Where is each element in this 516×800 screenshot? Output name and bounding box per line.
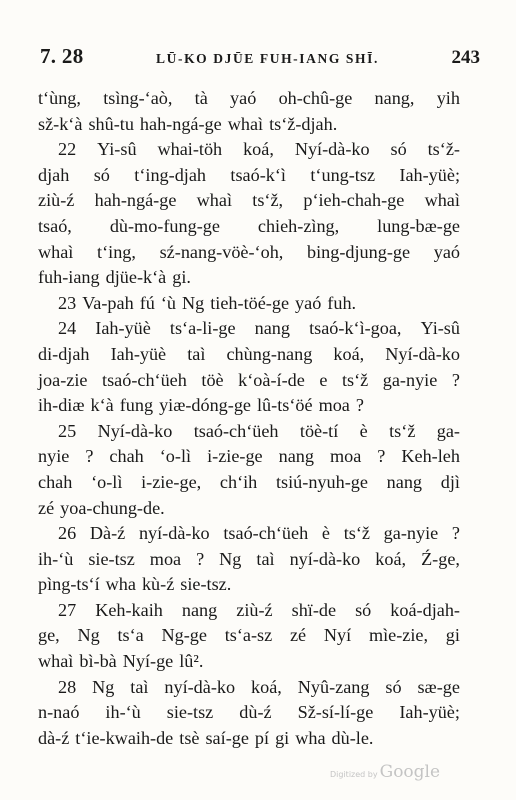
word: ih-‘ù — [105, 702, 141, 723]
text-line — [38, 137, 460, 163]
word: sź-nang-vöè-‘oh, — [159, 241, 284, 262]
word: tsaó-k‘ì — [230, 164, 286, 185]
word: dù-le. — [331, 727, 374, 748]
word: è — [321, 523, 330, 544]
word: nyie — [38, 446, 70, 467]
word: i-zie-ge — [207, 446, 263, 467]
word: dù-mo-fung-ge — [109, 215, 220, 236]
text-line — [38, 726, 460, 752]
word: 24 — [58, 318, 77, 339]
word: 25 — [58, 420, 77, 441]
word: töè — [201, 369, 224, 390]
text-line — [38, 112, 460, 138]
text-line — [38, 547, 460, 573]
word: ga-nyie — [382, 369, 438, 390]
text-line — [38, 393, 460, 419]
word: ih-diæ — [38, 395, 85, 416]
word: ‘ù — [160, 292, 177, 313]
word: taì — [130, 676, 149, 697]
word: sž-k‘à — [38, 113, 83, 134]
text-line — [38, 342, 460, 368]
word: wha — [105, 574, 136, 595]
word: Dà-ź — [89, 523, 126, 544]
chapter-verse: 7. 28 — [40, 44, 84, 68]
word: chah — [38, 471, 73, 492]
word: yoa-chung-de. — [60, 497, 165, 518]
word: fuh. — [327, 292, 357, 313]
word: e — [319, 369, 328, 390]
text-line — [38, 444, 460, 470]
word: djì — [440, 471, 460, 492]
word: oh-chû-ge — [278, 88, 353, 108]
word: yaó — [295, 292, 322, 313]
word: ge, — [38, 625, 60, 646]
text-line — [38, 598, 460, 624]
word: nang — [278, 446, 314, 467]
word: Yi-sû — [97, 139, 137, 160]
word: t‘ing-djah — [134, 164, 207, 185]
word: tieh-töé-ge — [210, 292, 290, 313]
word: dù-ź — [239, 702, 272, 723]
word: shï-de — [291, 599, 337, 620]
word: p‘ieh-chah-ge — [303, 190, 405, 211]
word: Nyí-dà-ko — [97, 420, 173, 441]
word: tsaó-ch‘üeh — [193, 420, 279, 441]
word: sie-tsz — [88, 548, 135, 569]
word: ziù-ź — [236, 599, 273, 620]
word: yiæ-dóng-ge — [159, 395, 251, 416]
word: gi — [445, 625, 460, 646]
word: ts‘ž — [389, 420, 416, 441]
word: koá, — [243, 139, 274, 160]
word: i-zie-ge, — [141, 471, 202, 492]
word: tà — [194, 88, 208, 108]
word: koá, — [333, 343, 365, 364]
word: chieh-zìng, — [257, 215, 340, 236]
word: Ng-ge — [161, 625, 207, 646]
word: bì-bà — [79, 651, 117, 672]
word: fú — [139, 292, 155, 313]
text-line — [38, 419, 460, 445]
page-header — [40, 44, 480, 72]
word: whai-töh — [157, 139, 223, 160]
word: Nyí-dà-ko — [385, 343, 460, 364]
page-number: 243 — [451, 47, 480, 68]
google-logo: Google — [379, 762, 441, 782]
word: ? — [451, 369, 460, 390]
word: nyí-dà-ko — [138, 523, 210, 544]
word: di-djah — [38, 343, 90, 364]
word: gi. — [172, 267, 191, 288]
word: ‘o-lì — [159, 446, 192, 467]
word: Nyí-ge — [122, 651, 174, 672]
word: fung — [119, 395, 154, 416]
word: whaì — [38, 241, 74, 262]
word: sæ-ge — [417, 676, 460, 697]
word: taì — [256, 548, 275, 569]
word: ts‘a-li-ge — [169, 318, 236, 339]
word: Iah-yüè; — [399, 702, 460, 723]
word: chah — [109, 446, 144, 467]
text-line — [38, 649, 460, 675]
word: n-naó — [38, 702, 80, 723]
word: tsaó-ch‘üeh — [102, 369, 187, 390]
word: moa — [318, 395, 350, 416]
text-line — [38, 240, 460, 266]
word: nang — [386, 471, 423, 492]
word: ? — [196, 548, 205, 569]
word: ts‘ž-djah. — [269, 113, 338, 134]
word: 27 — [58, 599, 77, 620]
text-line — [38, 163, 460, 189]
text-line — [38, 521, 460, 547]
word: ? — [355, 395, 364, 416]
word: t‘ung-tsz — [310, 164, 376, 185]
word: pìng-ts‘í — [38, 574, 100, 595]
word: yih — [436, 88, 460, 108]
word: joa-zie — [38, 369, 88, 390]
word: whaì — [227, 113, 264, 134]
word: nang — [181, 599, 218, 620]
word: ts‘a — [117, 625, 144, 646]
word: bing-djung-ge — [307, 241, 411, 262]
digitized-by-text: Digitized by — [330, 770, 378, 779]
word: Nyû-zang — [297, 676, 370, 697]
word: t‘ùng, — [38, 88, 81, 108]
word: 23 — [58, 292, 77, 313]
word: whaì — [38, 651, 74, 672]
word: ziù-ź — [38, 190, 75, 211]
word: ts‘ž — [341, 369, 369, 390]
word: Keh-kaih — [95, 599, 163, 620]
word: t‘ie-kwaih-de — [75, 727, 174, 748]
word: nyí-dà-ko — [289, 548, 361, 569]
running-title: LŪ-KO DJŪE FUH-IANG SHĪ. — [156, 51, 379, 66]
text-line — [38, 265, 460, 291]
word: ts‘ž — [343, 523, 370, 544]
word: djah — [38, 164, 70, 185]
word: lû-ts‘öé — [257, 395, 313, 416]
word: tsaó-ch‘üeh — [223, 523, 309, 544]
word: sie-tsz — [166, 702, 214, 723]
word: Nyí-dà-ko — [294, 139, 370, 160]
digitized-watermark — [330, 762, 440, 782]
word: Ng — [182, 292, 205, 313]
word: zé — [38, 497, 55, 518]
word: Keh-leh — [401, 446, 460, 467]
word: Iah-yüè; — [399, 164, 460, 185]
word: ga-nyie — [383, 523, 439, 544]
word: hah-ngá-ge — [94, 190, 177, 211]
word: chùng-nang — [226, 343, 313, 364]
word: ga- — [436, 420, 460, 441]
word: hah-ngá-ge — [139, 113, 222, 134]
word: è — [359, 420, 368, 441]
text-line — [38, 470, 460, 496]
word: pí — [254, 727, 270, 748]
text-line — [38, 572, 460, 598]
word: só — [390, 139, 407, 160]
word: djüe-k‘à — [105, 267, 167, 288]
word: tsiú-nyuh-ge — [276, 471, 368, 492]
word: töè-tí — [299, 420, 339, 441]
word: Ng — [92, 676, 115, 697]
word: Ź-ge, — [421, 548, 460, 569]
word: lû². — [179, 651, 204, 672]
word: ts‘a-sz — [224, 625, 273, 646]
word: nyí-dà-ko — [164, 676, 236, 697]
word: moa — [149, 548, 182, 569]
word: só — [385, 676, 402, 697]
word: tsìng-‘aò, — [103, 88, 173, 108]
word: 22 — [58, 139, 77, 160]
text-line — [38, 188, 460, 214]
word: só — [93, 164, 110, 185]
word: moa — [329, 446, 362, 467]
word: kù-ź — [141, 574, 175, 595]
word: wha — [295, 727, 326, 748]
text-line — [38, 316, 460, 342]
word: zé — [289, 625, 307, 646]
word: tsaó-k‘ì-goa, — [309, 318, 402, 339]
word: ? — [377, 446, 386, 467]
word: Va-pah — [82, 292, 134, 313]
word: Yi-sû — [420, 318, 460, 339]
word: Sž-sí-lí-ge — [297, 702, 374, 723]
word: Ng — [77, 625, 100, 646]
word: dà-ź — [38, 727, 70, 748]
word: ? — [85, 446, 94, 467]
word: whaì — [424, 190, 460, 211]
word: k‘à — [90, 395, 114, 416]
word: sie-tsz. — [180, 574, 232, 595]
word: gi — [275, 727, 290, 748]
text-line — [38, 675, 460, 701]
word: Nyí — [323, 625, 352, 646]
word: Iah-yüè — [95, 318, 151, 339]
word: ih-‘ù — [38, 548, 74, 569]
word: taì — [187, 343, 206, 364]
text-line — [38, 368, 460, 394]
word: saí-ge — [205, 727, 249, 748]
text-line — [38, 291, 460, 317]
word: whaì — [196, 190, 233, 211]
word: ts‘ž- — [427, 139, 460, 160]
word: tsaó, — [38, 215, 72, 236]
word: koá, — [251, 676, 282, 697]
word: fuh-iang — [38, 267, 100, 288]
text-line — [38, 496, 460, 522]
text-line — [38, 214, 460, 240]
word: ts‘ž, — [252, 190, 284, 211]
word: t‘ing, — [97, 241, 136, 262]
word: Iah-yüè — [110, 343, 167, 364]
word: tsè — [179, 727, 200, 748]
text-line — [38, 700, 460, 726]
word: mìe-zie, — [368, 625, 429, 646]
word: ? — [451, 523, 460, 544]
word: ch‘ih — [219, 471, 258, 492]
word: k‘oà-í-de — [238, 369, 305, 390]
page-body — [38, 86, 460, 751]
word: ‘o-lì — [91, 471, 123, 492]
word: só — [355, 599, 372, 620]
text-line — [38, 86, 460, 112]
word: nang, — [374, 88, 415, 108]
word: yaó — [433, 241, 460, 262]
text-line — [38, 623, 460, 649]
word: yaó — [230, 88, 257, 108]
word: koá, — [375, 548, 407, 569]
word: koá-djah- — [390, 599, 460, 620]
word: 26 — [58, 523, 77, 544]
word: 28 — [58, 676, 77, 697]
word: shû-tu — [88, 113, 134, 134]
word: Ng — [219, 548, 242, 569]
word: nang — [254, 318, 290, 339]
word: lung-bæ-ge — [377, 215, 460, 236]
